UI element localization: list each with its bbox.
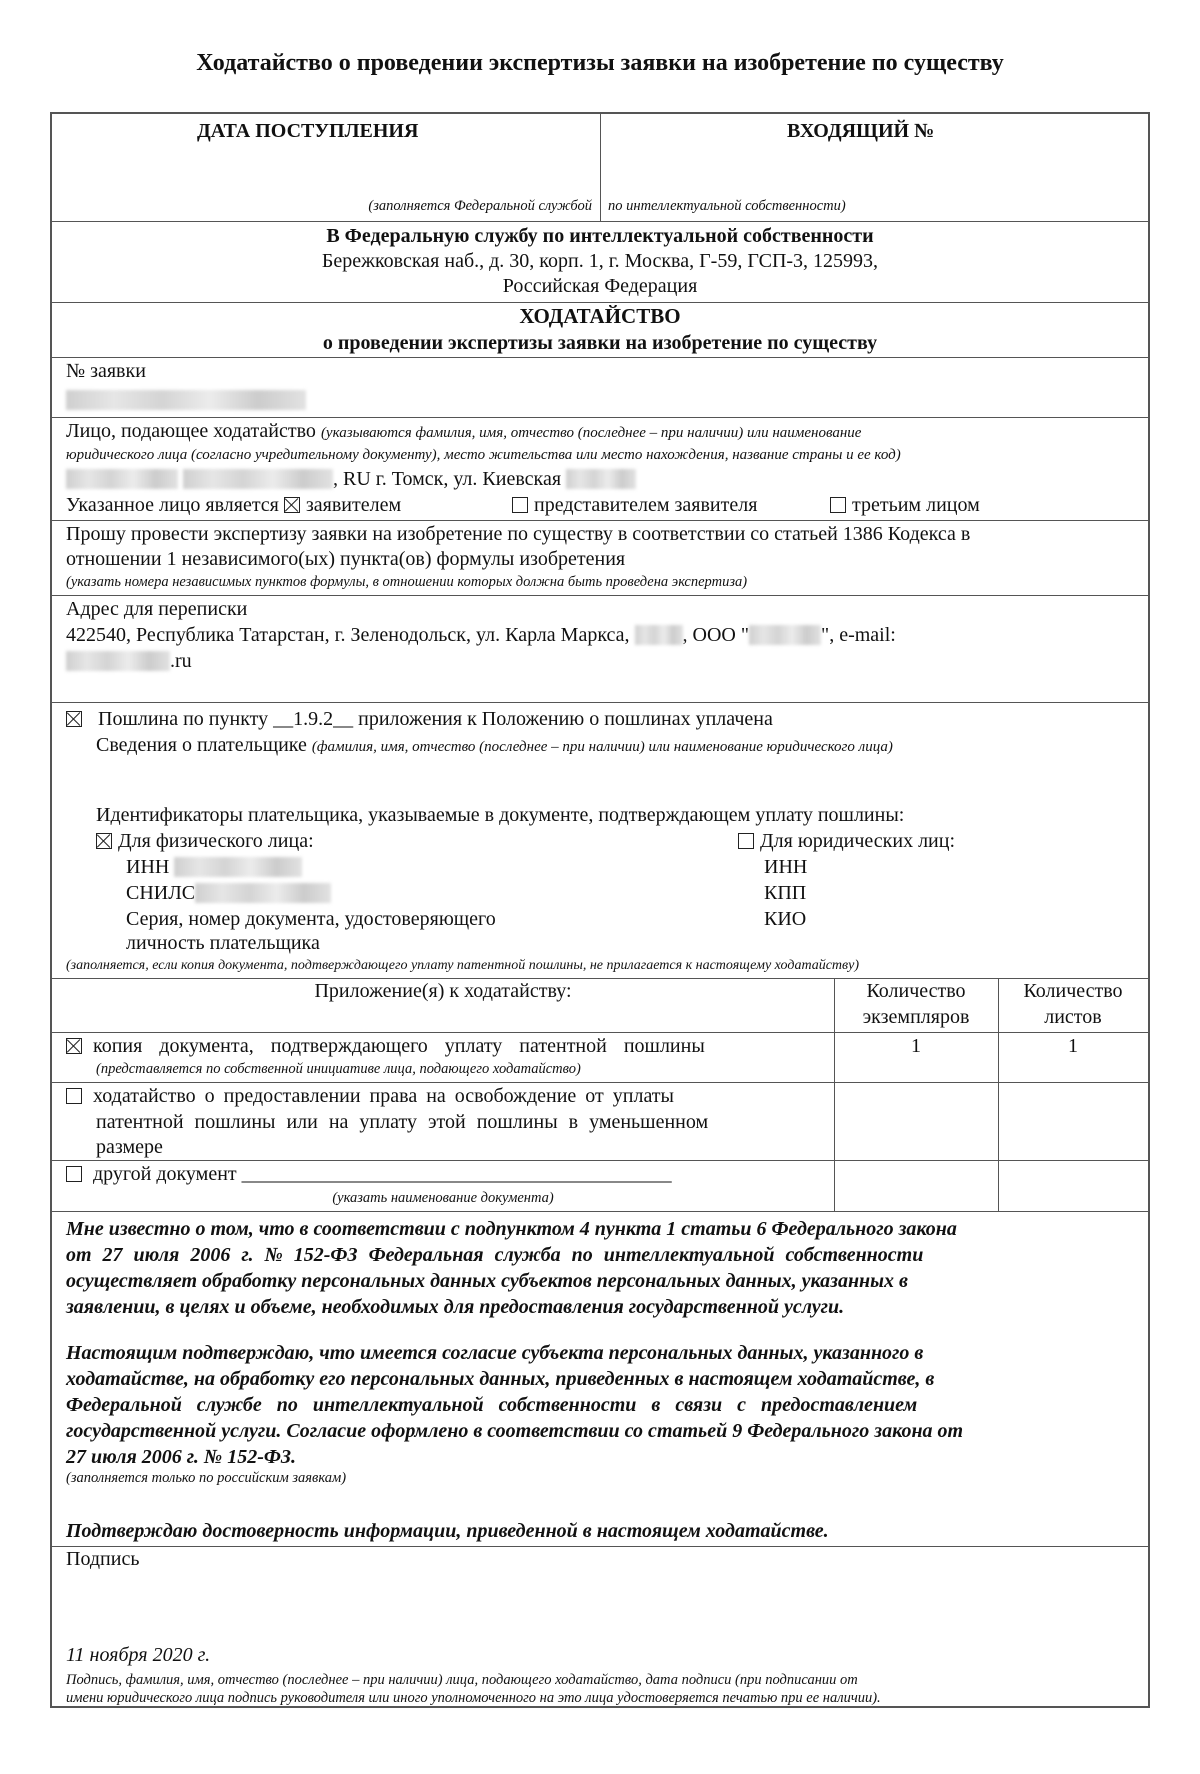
request-line-2: отношении 1 независимого(ых) пункта(ов) формулы изобретения [66, 548, 626, 570]
attachment-other-checkbox[interactable] [66, 1166, 82, 1182]
attachment-exemption-checkbox[interactable] [66, 1088, 82, 1104]
sheets-column-header-2: листов [1044, 1006, 1102, 1028]
incoming-number-label: ВХОДЯЩИЙ № [787, 120, 935, 142]
receipt-section [52, 114, 1148, 222]
petition-subheading: о проведении экспертизы заявки на изобретение по существу [322, 332, 878, 354]
petition-form [50, 112, 1150, 1708]
petitioner-hint-1: (указываются фамилия, имя, отчество (последнее – при наличии) или наименование [320, 425, 862, 441]
petitioner-hint-2: юридического лица (согласно учредительному документу), место жительства или место нахождения, название страны и ее код) [66, 447, 901, 463]
signature-date: 11 ноября 2020 г. [66, 1644, 211, 1666]
attachment-exemption-line-3: размере [96, 1136, 163, 1158]
signature-hint-1: Подпись, фамилия, имя, отчество (последнее – при наличии) лица, подающего ходатайство, дата подписи (при подписании от [66, 1672, 858, 1688]
identity-doc-line-2: личность плательщика [126, 932, 320, 954]
attachment-fee-copy-sheets: 1 [1068, 1035, 1078, 1057]
document-title: Ходатайство о проведении экспертизы заявки на изобретение по существу [196, 50, 1004, 76]
receipt-note-left: (заполняется Федеральной службой [368, 198, 592, 214]
individual-payer-checkbox[interactable] [96, 833, 112, 849]
sheets-column-header-1: Количество [1023, 980, 1123, 1002]
payer-identifiers-label: Идентификаторы плательщика, указываемые в документе, подтверждающем уплату пошлины: [96, 804, 905, 826]
kpp-field: КПП [764, 882, 807, 904]
petitioner-role: Указанное лицо является заявителем [66, 494, 402, 516]
addressee-name: В Федеральную службу по интеллектуальной собственности [326, 225, 874, 247]
consent-note: (заполняется только по российским заявкам) [66, 1470, 347, 1486]
consent-paragraph-2: Настоящим подтверждаю, что имеется согласие субъекта персональных данных, указанного в ходатайстве, на обработку его персональных данных, приведенных в настоящем ходатайстве, в Федеральной службе по интеллектуальной собственности в связи с предоставлением государственной услуги. Согласие оформлено в соответствии со статьей 9 Федерального закона от 27 июля 2006 г. № 152-ФЗ. [66, 1342, 964, 1468]
identity-doc-line-1: Серия, номер документа, удостоверяющего [126, 908, 496, 930]
request-hint: (указать номера независимых пунктов формулы, в отношении которых должна быть проведена экспертиза) [66, 574, 748, 590]
inn-field: ИНН [126, 856, 302, 879]
confirmation-statement: Подтверждаю достоверность информации, приведенной в настоящем ходатайстве. [66, 1520, 829, 1542]
copies-column-header-1: Количество [866, 980, 966, 1002]
payer-info: Сведения о плательщике (фамилия, имя, отчество (последнее – при наличии) или наименование юридического лица) [96, 734, 893, 756]
signature-hint-2: имени юридического лица подпись руководителя или иного уполномоченного на это лица удостоверяется печатью при ее наличии). [66, 1690, 881, 1706]
application-number-redacted [66, 390, 306, 411]
copies-column-header-2: экземпляров [862, 1006, 970, 1028]
role-third-party: третьим лицом [830, 494, 980, 517]
receipt-date-label: ДАТА ПОСТУПЛЕНИЯ [197, 120, 419, 142]
payer-hint: (фамилия, имя, отчество (последнее – при наличии) или наименование юридического лица) [311, 739, 893, 755]
attachment-fee-copy-hint: (представляется по собственной инициативе лица, подающего ходатайство) [96, 1061, 581, 1077]
addressee-address-1: Бережковская наб., д. 30, корп. 1, г. Москва, Г-59, ГСП-3, 125993, [321, 250, 879, 272]
individual-payer: Для физического лица: [96, 830, 314, 853]
consent-paragraph-1: Мне известно о том, что в соответствии с подпунктом 4 пункта 1 статьи 6 Федерального закона от 27 июля 2006 г. № 152-ФЗ Федеральная служба по интеллектуальной собственности осуществляет обработку персональных данных субъектов персональных данных, указанных в заявлении, в целях и объеме, необходимых для предоставления государственной услуги. [66, 1218, 957, 1318]
role-third-party-checkbox[interactable] [830, 497, 846, 513]
correspondence-line-2: .ru [66, 650, 192, 673]
application-number-label: № заявки [66, 360, 146, 382]
correspondence-label: Адрес для переписки [66, 598, 248, 620]
request-line-1: Прошу провести экспертизу заявки на изобретение по существу в соответствии со статьей 1386 Кодекса в [66, 523, 971, 545]
role-representative-checkbox[interactable] [512, 497, 528, 513]
attachment-fee-copy-checkbox[interactable] [66, 1038, 82, 1054]
signature-label: Подпись [66, 1548, 140, 1570]
role-applicant-checkbox[interactable] [284, 497, 300, 513]
kio-field: КИО [764, 908, 807, 930]
attachment-fee-copy-copies: 1 [911, 1035, 921, 1057]
petitioner-value: , RU г. Томск, ул. Киевская [66, 468, 636, 491]
role-representative: представителем заявителя [512, 494, 757, 517]
attachment-other-hint: (указать наименование документа) [332, 1190, 554, 1206]
legal-inn-field: ИНН [764, 856, 808, 878]
receipt-note-right: по интеллектуальной собственности) [608, 198, 846, 214]
attachment-exemption: ходатайство о предоставлении права на освобождение от уплаты [66, 1085, 674, 1108]
attachment-exemption-line-2: патентной пошлины или на уплату этой пошлины в уменьшенном [96, 1111, 709, 1133]
attachments-header: Приложение(я) к ходатайству: [314, 980, 572, 1002]
fee-note: (заполняется, если копия документа, подтверждающего уплату патентной пошлины, не прилагается к настоящему ходатайству) [66, 958, 859, 973]
attachment-other: другой документ ___________________________________________ [66, 1163, 672, 1186]
fee-paid-checkbox[interactable] [66, 711, 82, 727]
snils-field: СНИЛС [126, 882, 331, 905]
legal-payer: Для юридических лиц: [738, 830, 955, 853]
addressee-address-2: Российская Федерация [502, 275, 698, 297]
correspondence-line-1: 422540, Республика Татарстан, г. Зеленодольск, ул. Карла Маркса, , ООО " ", e-mail: [66, 624, 896, 646]
petitioner-label: Лицо, подающее ходатайство (указываются фамилия, имя, отчество (последнее – при наличии) или наименование [66, 420, 862, 442]
attachment-fee-copy: копия документа, подтверждающего уплату патентной пошлины [66, 1035, 826, 1058]
legal-payer-checkbox[interactable] [738, 833, 754, 849]
fee-paid: Пошлина по пункту __1.9.2__ приложения к Положению о пошлинах уплачена [66, 708, 773, 731]
petition-heading: ХОДАТАЙСТВО [519, 304, 681, 328]
